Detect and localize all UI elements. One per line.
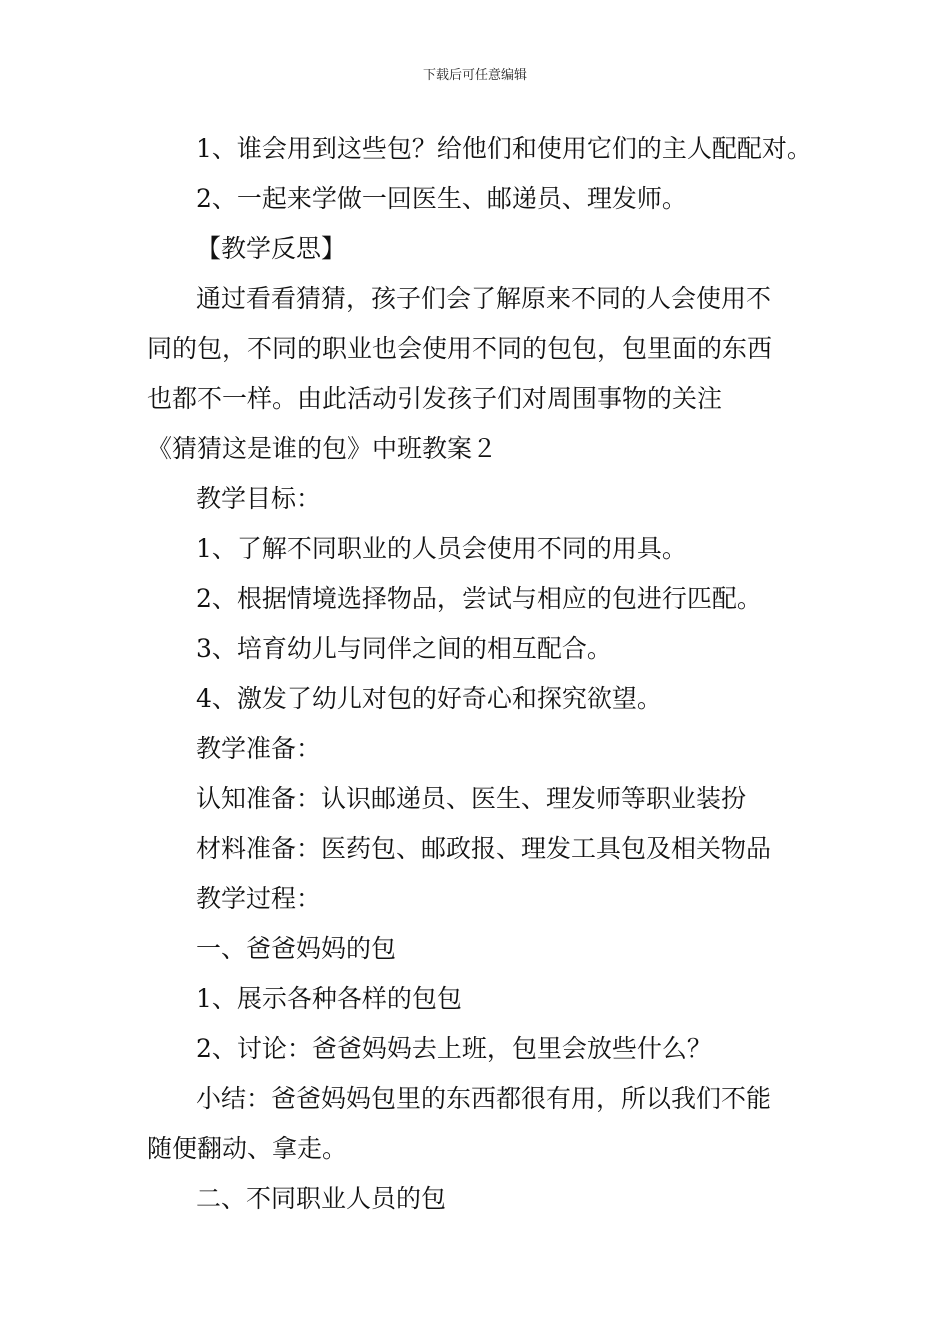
text-line: 通过看看猜猜，孩子们会了解原来不同的人会使用不 [196,284,772,313]
list-item: 1、展示各种各样的包包 [196,984,462,1013]
list-item: 3、培育幼儿与同伴之间的相互配合。 [196,634,612,663]
text-line: 随便翻动、拿走。 [147,1134,348,1163]
text-line: 也都不一样。由此活动引发孩子们对周围事物的关注 [147,384,723,413]
header-note: 下载后可任意编辑 [422,68,527,83]
document-title: 《猜猜这是谁的包》中班教案２ [147,434,498,463]
section-heading: 教学准备： [196,734,322,763]
list-item: 4、激发了幼儿对包的好奇心和探究欲望。 [196,684,662,713]
subsection-heading: 二、不同职业人员的包 [196,1184,447,1213]
text-line: 2、一起来学做一回医生、邮递员、理发师。 [196,184,687,213]
list-item: 2、讨论：爸爸妈妈去上班，包里会放些什么？ [196,1034,712,1063]
subsection-heading: 一、爸爸妈妈的包 [196,934,397,963]
section-heading: 教学过程： [196,884,322,913]
text-line: 同的包，不同的职业也会使用不同的包包，包里面的东西 [147,334,773,363]
section-heading: 【教学反思】 [196,234,347,263]
list-item: 1、了解不同职业的人员会使用不同的用具。 [196,534,687,563]
text-line: 小结：爸爸妈妈包里的东西都很有用，所以我们不能 [196,1084,772,1113]
text-line: 1、谁会用到这些包？给他们和使用它们的主人配配对。 [196,134,812,163]
list-item: 2、根据情境选择物品，尝试与相应的包进行匹配。 [196,584,762,613]
text-line: 认知准备：认识邮递员、医生、理发师等职业装扮 [196,784,747,813]
text-line: 材料准备：医药包、邮政报、理发工具包及相关物品 [196,834,772,863]
section-heading: 教学目标： [196,484,322,513]
